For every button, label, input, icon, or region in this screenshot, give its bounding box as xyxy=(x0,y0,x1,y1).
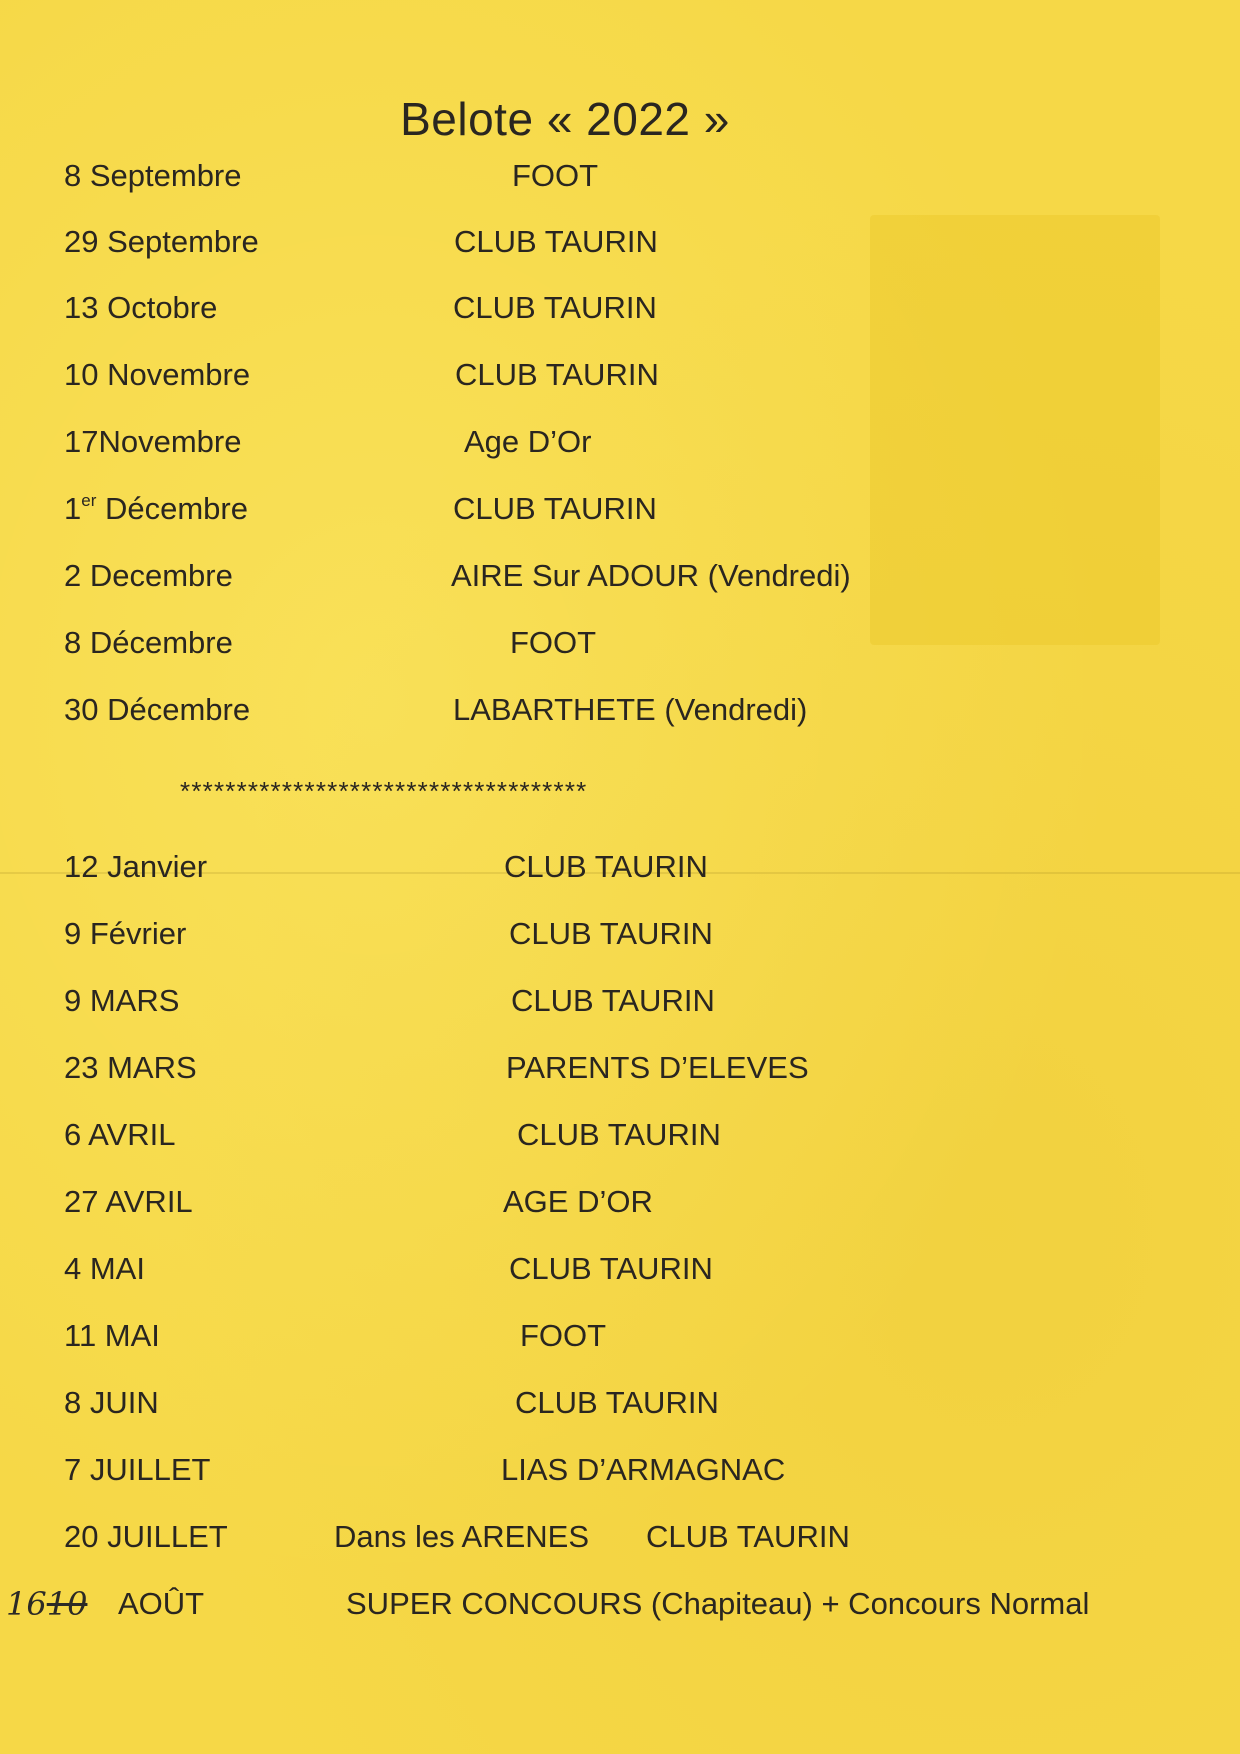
schedule-row xyxy=(0,222,1240,262)
schedule-row xyxy=(0,914,1240,954)
row-date: 4 MAI xyxy=(64,1251,145,1286)
row-event: SUPER CONCOURS (Chapiteau) + Concours Normal xyxy=(346,1586,1090,1621)
handwritten-correction: 16 xyxy=(6,1585,47,1623)
schedule-row xyxy=(0,1450,1240,1490)
row-date: 20 JUILLET xyxy=(64,1519,228,1554)
schedule-row xyxy=(0,1048,1240,1088)
row-date: 8 Décembre xyxy=(64,625,233,660)
schedule-row xyxy=(0,623,1240,663)
schedule-row xyxy=(0,355,1240,395)
row-date-month: Décembre xyxy=(96,491,248,526)
row-date: 7 JUILLET xyxy=(64,1452,211,1487)
row-date: 17Novembre xyxy=(64,424,242,459)
row-date: AOÛT xyxy=(118,1586,205,1621)
row-event: PARENTS D’ELEVES xyxy=(506,1050,809,1085)
row-event: CLUB TAURIN xyxy=(455,357,659,392)
row-event: CLUB TAURIN xyxy=(453,290,657,325)
row-date: 6 AVRIL xyxy=(64,1117,176,1152)
schedule-row xyxy=(0,489,1240,529)
row-location: Dans les ARENES xyxy=(334,1519,589,1554)
row-date: 12 Janvier xyxy=(64,849,208,884)
row-date: 2 Decembre xyxy=(64,558,233,593)
row-date: 29 Septembre xyxy=(64,224,259,259)
row-event: CLUB TAURIN xyxy=(454,224,658,259)
section-separator: ************************************ xyxy=(180,776,588,806)
schedule-row-final xyxy=(0,1584,1240,1624)
schedule-row xyxy=(0,1316,1240,1356)
row-event: FOOT xyxy=(510,625,597,660)
schedule-row xyxy=(0,1249,1240,1289)
row-event: CLUB TAURIN xyxy=(453,491,657,526)
row-date-day: 1 xyxy=(64,491,82,526)
row-event: CLUB TAURIN xyxy=(517,1117,721,1152)
row-date: 9 Février xyxy=(64,916,187,951)
row-date xyxy=(64,489,248,529)
row-event: CLUB TAURIN xyxy=(509,1251,713,1286)
row-date: 30 Décembre xyxy=(64,692,251,727)
row-date: 27 AVRIL xyxy=(64,1184,193,1219)
row-date: 8 JUIN xyxy=(64,1385,159,1420)
row-event: AIRE Sur ADOUR (Vendredi) xyxy=(451,558,851,593)
row-event: FOOT xyxy=(520,1318,607,1353)
row-date: 8 Septembre xyxy=(64,158,242,193)
schedule-row xyxy=(0,1383,1240,1423)
schedule-row xyxy=(0,1517,1240,1557)
schedule-row xyxy=(0,981,1240,1021)
row-date: 23 MARS xyxy=(64,1050,197,1085)
schedule-row xyxy=(0,690,1240,730)
schedule-row xyxy=(0,156,1240,196)
row-event: LIAS D’ARMAGNAC xyxy=(501,1452,786,1487)
row-event: LABARTHETE (Vendredi) xyxy=(453,692,808,727)
handwritten-day xyxy=(6,1584,87,1624)
schedule-row xyxy=(0,1182,1240,1222)
row-date: 9 MARS xyxy=(64,983,180,1018)
row-event: CLUB TAURIN xyxy=(515,1385,719,1420)
row-event: CLUB TAURIN xyxy=(511,983,715,1018)
schedule-row xyxy=(0,422,1240,462)
row-date: 13 Octobre xyxy=(64,290,218,325)
row-date: 10 Novembre xyxy=(64,357,251,392)
row-event: FOOT xyxy=(512,158,599,193)
schedule-row xyxy=(0,556,1240,596)
row-date: 11 MAI xyxy=(64,1318,160,1353)
row-event: Age D’Or xyxy=(464,424,592,459)
row-event: CLUB TAURIN xyxy=(504,849,708,884)
row-event: CLUB TAURIN xyxy=(646,1519,850,1554)
row-event: AGE D’OR xyxy=(503,1184,653,1219)
row-event: CLUB TAURIN xyxy=(509,916,713,951)
schedule-row xyxy=(0,847,1240,887)
crossed-out-day: 10 xyxy=(46,1585,88,1623)
schedule-row xyxy=(0,288,1240,328)
schedule-row xyxy=(0,1115,1240,1155)
page-title: Belote « 2022 » xyxy=(400,93,730,145)
row-date-ordinal: er xyxy=(81,491,97,510)
